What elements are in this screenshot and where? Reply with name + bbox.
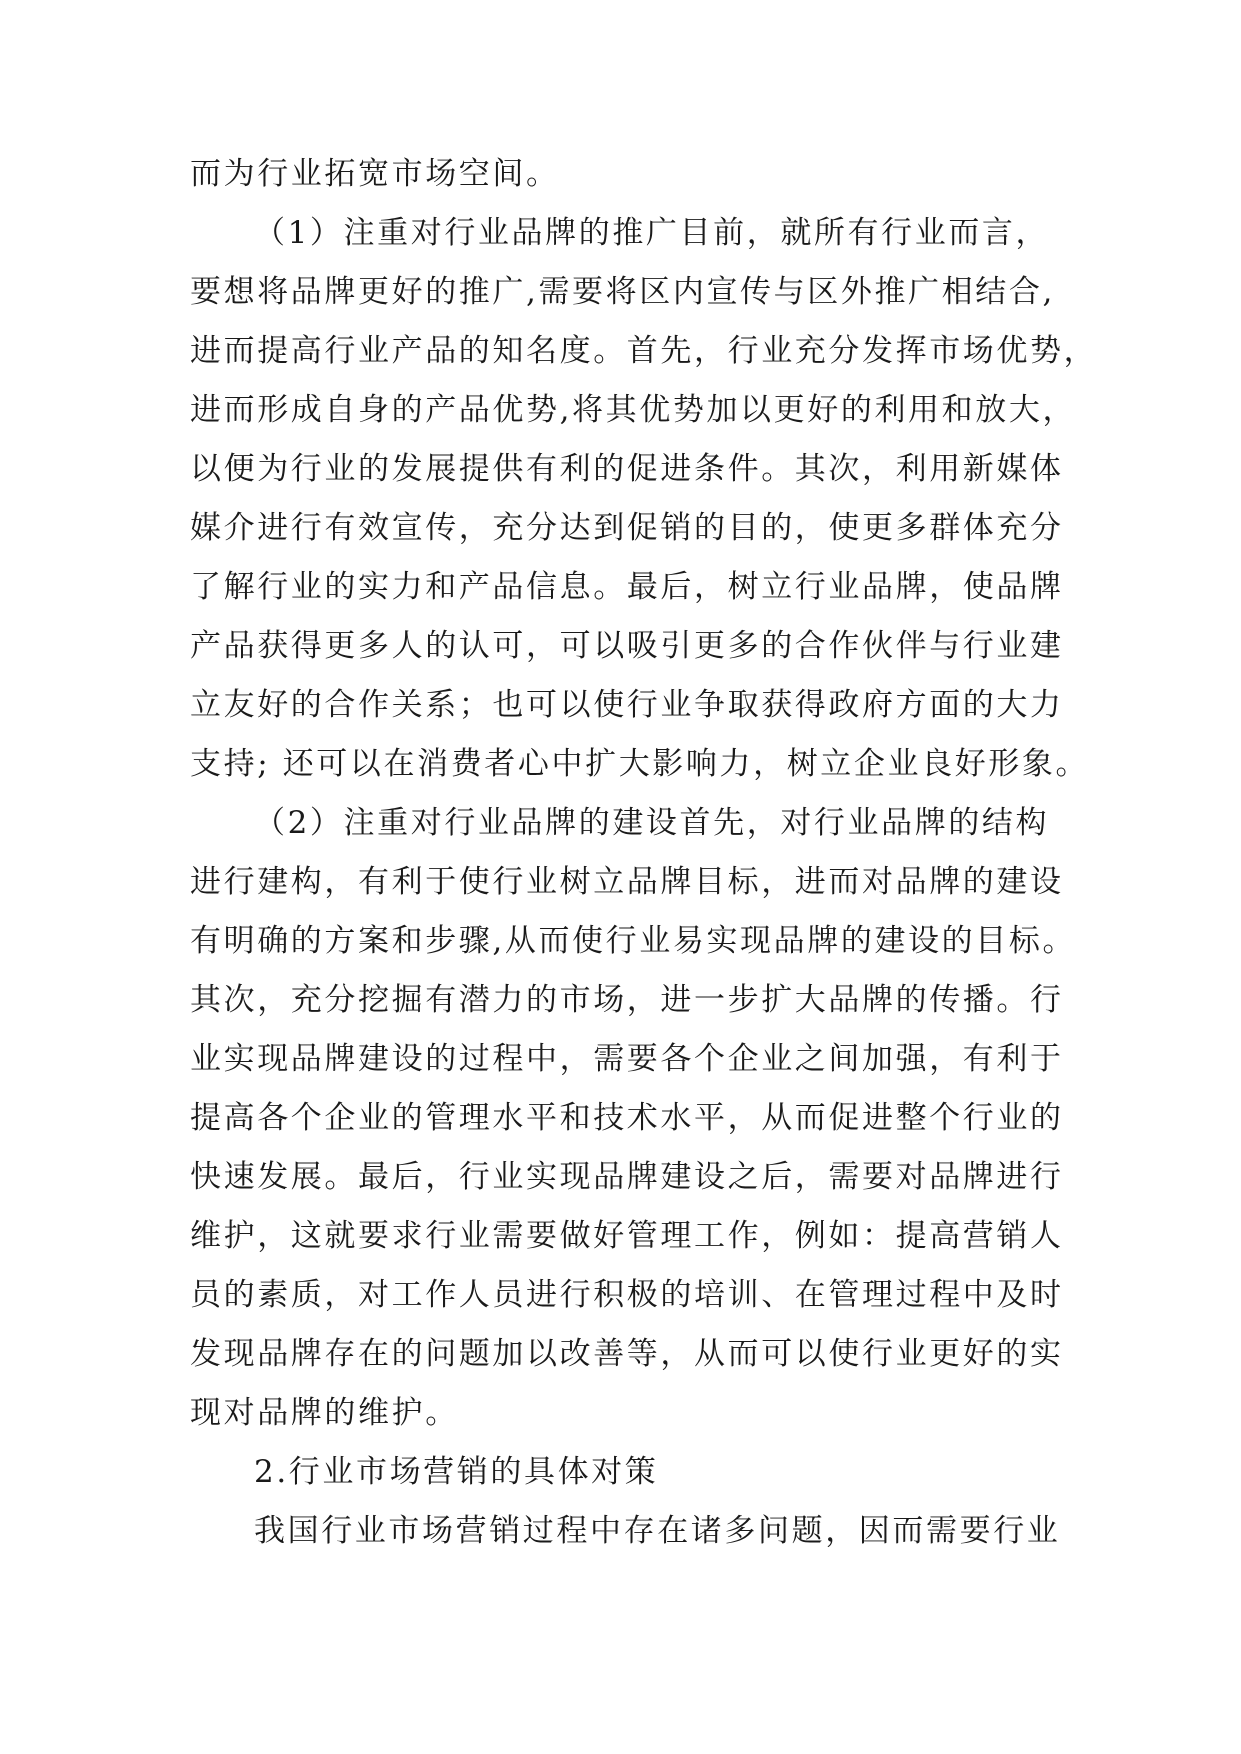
text-line: 快速发展。最后，行业实现品牌建设之后，需要对品牌进行 (190, 1159, 1064, 1195)
section-heading: 2.行业市场营销的具体对策 (254, 1454, 659, 1490)
text-line: 发现品牌存在的问题加以改善等，从而可以使行业更好的实 (190, 1336, 1064, 1372)
text-line: 产品获得更多人的认可，可以吸引更多的合作伙伴与行业建 (190, 628, 1064, 664)
text-line: 进行建构，有利于使行业树立品牌目标，进而对品牌的建设 (190, 864, 1064, 900)
text-line: 其次，充分挖掘有潜力的市场，进一步扩大品牌的传播。行 (190, 982, 1064, 1018)
text-line: 业实现品牌建设的过程中，需要各个企业之间加强，有利于 (190, 1041, 1064, 1077)
text-line: 了解行业的实力和产品信息。最后，树立行业品牌，使品牌 (190, 569, 1064, 605)
text-line: 立友好的合作关系；也可以使行业争取获得政府方面的大力 (190, 687, 1064, 723)
text-line: 维护，这就要求行业需要做好管理工作，例如：提高营销人 (190, 1218, 1064, 1254)
text-line: 员的素质，对工作人员进行积极的培训、在管理过程中及时 (190, 1277, 1064, 1313)
paragraph-2-start: （2）注重对行业品牌的建设首先，对行业品牌的结构 (254, 805, 1050, 841)
text-line: 而为行业拓宽市场空间。 (190, 156, 560, 192)
paragraph-3-start: 我国行业市场营销过程中存在诸多问题，因而需要行业 (254, 1513, 1061, 1549)
text-line: 要想将品牌更好的推广,需要将区内宣传与区外推广相结合, (190, 274, 1055, 310)
text-line: 媒介进行有效宣传，充分达到促销的目的，使更多群体充分 (190, 510, 1064, 546)
text-line: 进而提高行业产品的知名度。首先，行业充分发挥市场优势， (190, 333, 1098, 369)
text-line: 进而形成自身的产品优势,将其优势加以更好的利用和放大， (190, 392, 1077, 428)
text-line: 提高各个企业的管理水平和技术水平，从而促进整个行业的 (190, 1100, 1064, 1136)
text-line: 支持; 还可以在消费者心中扩大影响力，树立企业良好形象。 (190, 746, 1090, 782)
text-line: 以便为行业的发展提供有利的促进条件。其次，利用新媒体 (190, 451, 1064, 487)
paragraph-1-start: （1）注重对行业品牌的推广目前，就所有行业而言， (254, 215, 1050, 251)
text-line: 现对品牌的维护。 (190, 1395, 459, 1431)
text-line: 有明确的方案和步骤,从而使行业易实现品牌的建设的目标。 (190, 923, 1077, 959)
